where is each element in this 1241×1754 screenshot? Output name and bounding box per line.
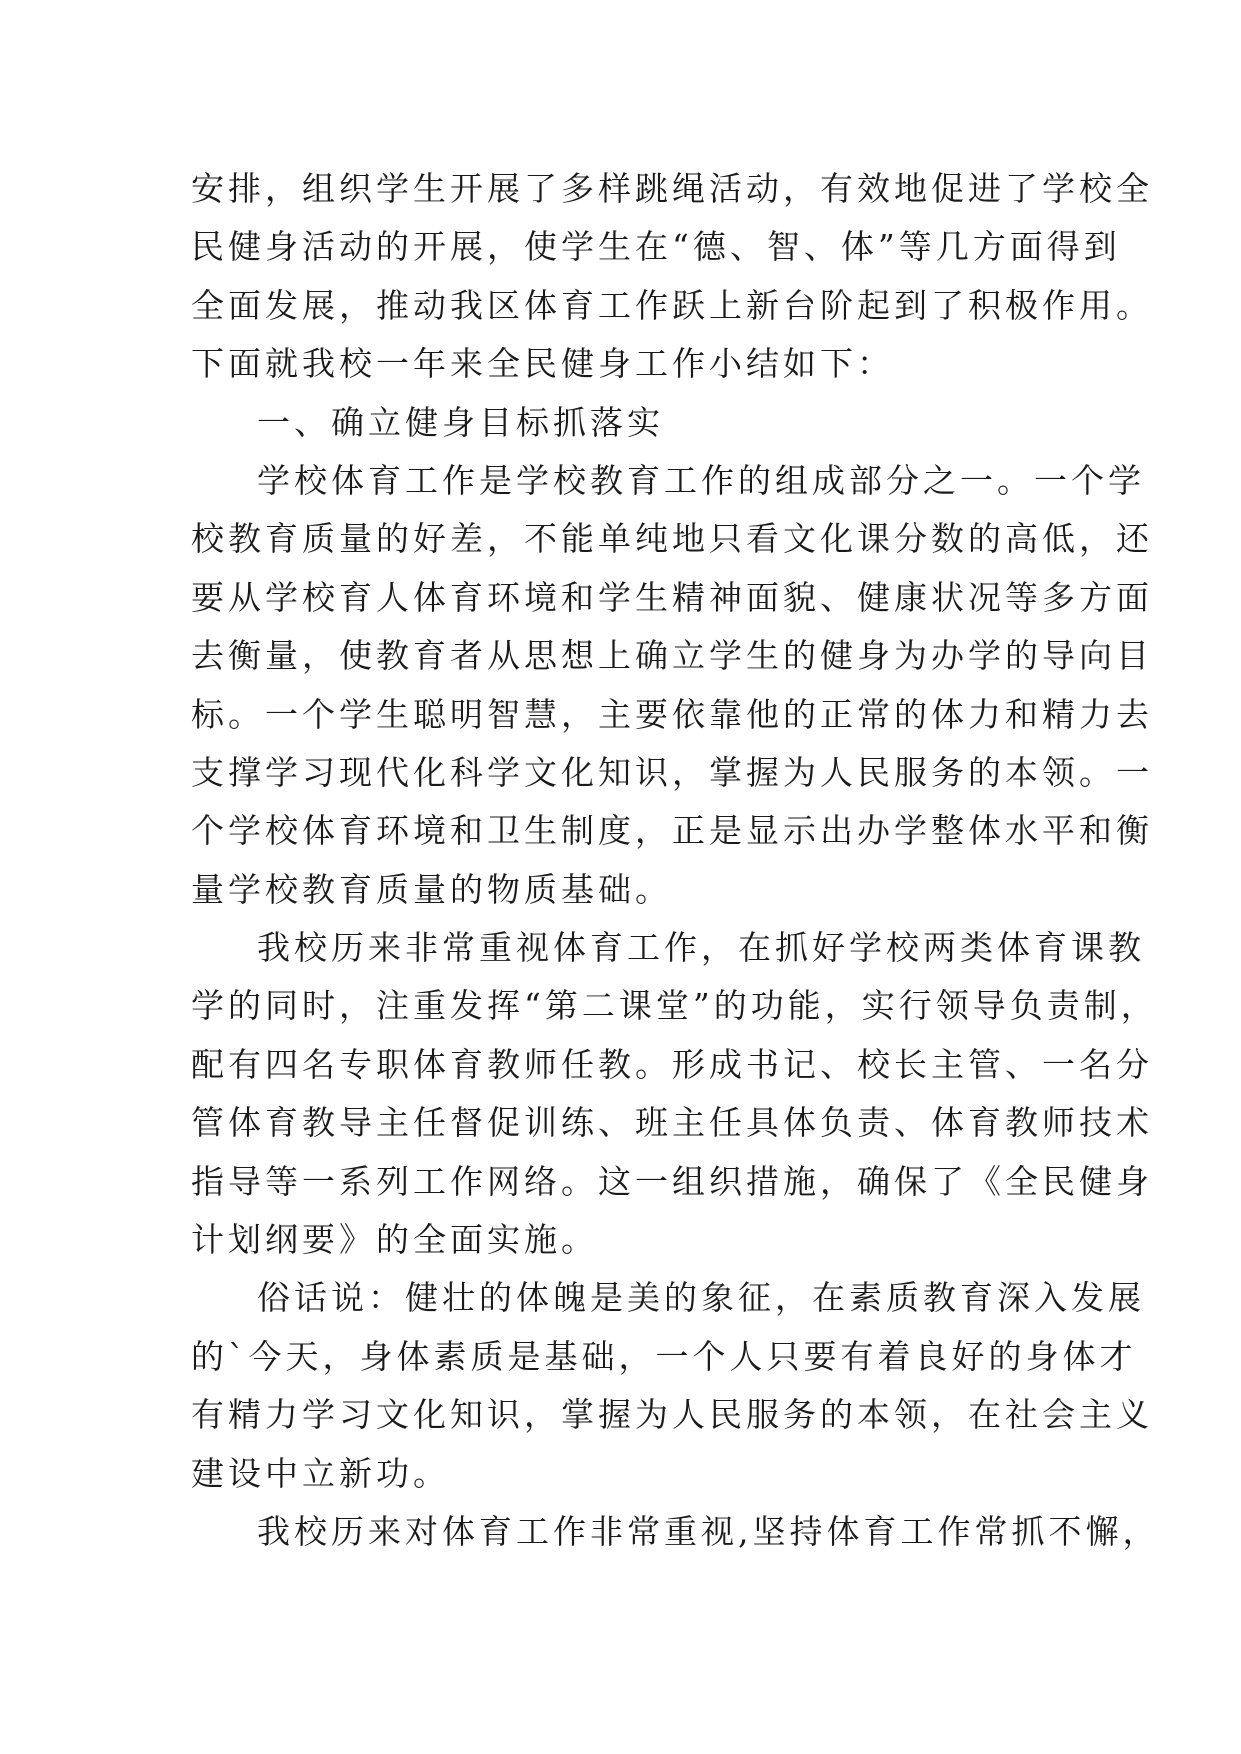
text-line: 量学校教育质量的物质基础。 (191, 869, 672, 909)
text-line: 支撑学习现代化科学文化知识，掌握为人民服务的本领。一 (191, 752, 1153, 792)
text-line: 我校历来对体育工作非常重视,坚持体育工作常抓不懈， (257, 1511, 1160, 1551)
text-line: 学的同时，注重发挥“第二课堂”的功能，实行领导负责制， (191, 986, 1158, 1026)
text-line: 的`今天，身体素质是基础，一个人只要有着良好的身体才 (191, 1336, 1137, 1376)
text-line: 俗话说：健壮的体魄是美的象征，在素质教育深入发展 (257, 1278, 1145, 1318)
text-line: 标。一个学生聪明智慧，主要依靠他的正常的体力和精力去 (191, 694, 1153, 734)
text-line: 建设中立新功。 (191, 1453, 450, 1493)
text-line: 安排，组织学生开展了多样跳绳活动，有效地促进了学校全 (191, 169, 1153, 208)
text-line: 配有四名专职体育教师任教。形成书记、校长主管、一名分 (191, 1044, 1153, 1084)
text-line: 有精力学习文化知识，掌握为人民服务的本领，在社会主义 (191, 1395, 1153, 1435)
text-line: 一、确立健身目标抓落实 (257, 402, 664, 442)
text-line: 个学校体育环境和卫生制度，正是显示出办学整体水平和衡 (191, 811, 1153, 851)
text-line: 去衡量，使教育者从思想上确立学生的健身为办学的导向目 (191, 636, 1153, 676)
body-text (191, 160, 1160, 1561)
text-line: 学校体育工作是学校教育工作的组成部分之一。一个学 (257, 460, 1145, 500)
text-line: 校教育质量的好差，不能单纯地只看文化课分数的高低，还 (191, 519, 1153, 559)
text-line: 计划纲要》的全面实施。 (191, 1220, 598, 1260)
text-line: 民健身活动的开展，使学生在“德、智、体”等几方面得到 (191, 227, 1121, 267)
text-line: 全面发展，推动我区体育工作跃上新台阶起到了积极作用。 (191, 285, 1153, 325)
text-line: 管体育教导主任督促训练、班主任具体负责、体育教师技术 (191, 1103, 1153, 1143)
text-line: 我校历来非常重视体育工作，在抓好学校两类体育课教 (257, 928, 1145, 968)
text-line: 指导等一系列工作网络。这一组织措施，确保了《全民健身 (191, 1161, 1153, 1201)
text-line: 下面就我校一年来全民健身工作小结如下： (191, 344, 894, 384)
text-line: 要从学校育人体育环境和学生精神面貌、健康状况等多方面 (191, 577, 1153, 617)
